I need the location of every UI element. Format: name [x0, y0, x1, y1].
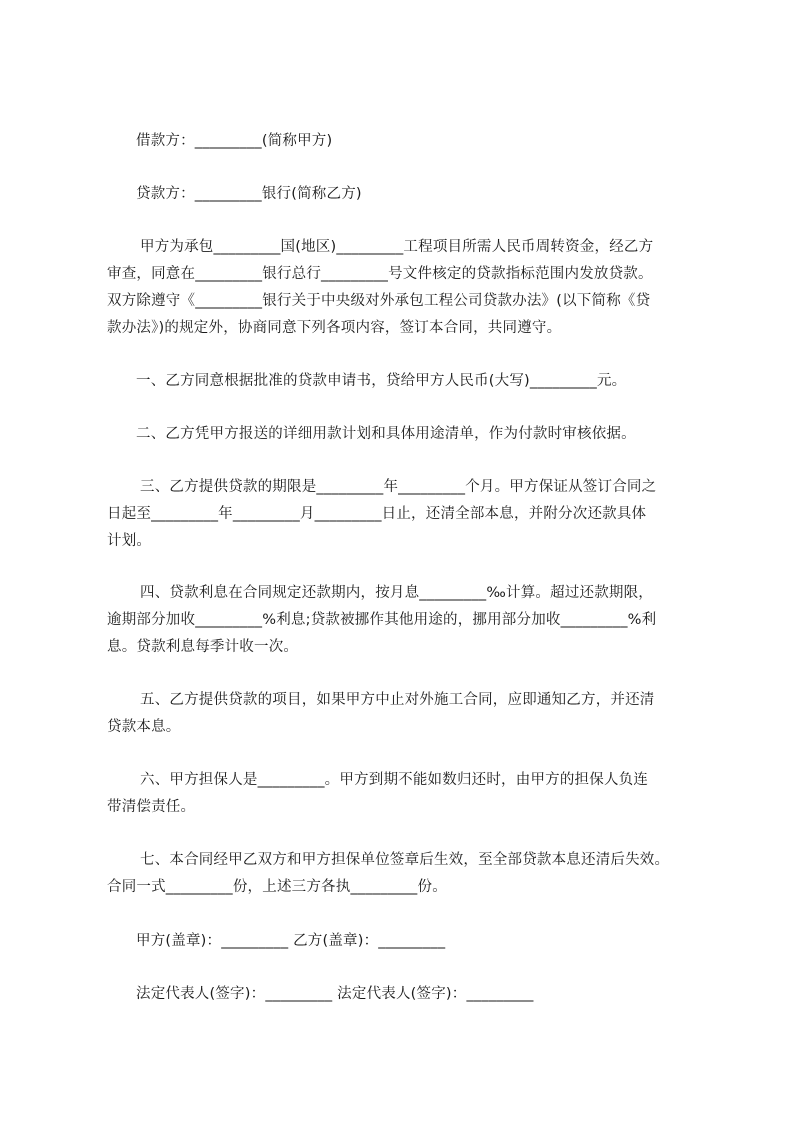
signature-line: 法定代表人(签字)：_________ 法定代表人(签字)：_________ [136, 986, 534, 1002]
clause-3-line-1: 三、乙方提供贷款的期限是_________年_________个月。甲方保证从签订合同之 [140, 479, 657, 495]
preamble-line-4: 款办法》)的规定外，协商同意下列各项内容，签订本合同，共同遵守。 [107, 320, 562, 336]
clause-2: 二、乙方凭甲方报送的详细用款计划和具体用途清单，作为付款时审核依据。 [136, 426, 636, 442]
clause-6-line-2: 带清偿责任。 [107, 799, 196, 815]
clause-7-line-2: 合同一式_________份，上述三方各执_________份。 [107, 879, 447, 895]
clause-6-line-1: 六、甲方担保人是_________。甲方到期不能如数归还时，由甲方的担保人负连 [140, 772, 649, 788]
clause-5-line-1: 五、乙方提供贷款的项目，如果甲方中止对外施工合同，应即通知乙方，并还清 [140, 692, 655, 708]
clause-5-line-2: 贷款本息。 [107, 719, 181, 735]
clause-1: 一、乙方同意根据批准的贷款申请书，贷给甲方人民币(大写)_________元。 [136, 373, 627, 389]
clause-4-line-2: 逾期部分加收_________%利息;贷款被挪作其他用途的，挪用部分加收_________%利 [107, 612, 657, 628]
clause-4-line-1: 四、贷款利息在合同规定还款期内，按月息_________‰计算。超过还款期限， [140, 585, 654, 601]
clause-3-line-3: 计划。 [107, 533, 152, 549]
lender-line: 贷款方：_________银行(简称乙方) [136, 186, 362, 202]
clause-3-line-2: 日起至_________年_________月_________日止，还清全部本息，并附分次还款具体 [107, 506, 647, 522]
seal-line: 甲方(盖章)：_________ 乙方(盖章)：_________ [136, 933, 446, 949]
preamble-line-2: 审查，同意在_________银行总行_________号文件核定的贷款指标范围内发放贷款。 [107, 266, 653, 282]
clause-7-line-1: 七、本合同经甲乙双方和甲方担保单位签章后生效，至全部贷款本息还清后失效。 [140, 852, 670, 868]
preamble-line-1: 甲方为承包_________国(地区)_________工程项目所需人民币周转资金，经乙方 [140, 239, 654, 255]
preamble-line-3: 双方除遵守《_________银行关于中央级对外承包工程公司贷款办法》(以下简称《贷 [107, 293, 651, 309]
clause-4-line-3: 息。贷款利息每季计收一次。 [107, 639, 299, 655]
borrower-line: 借款方：_________(简称甲方) [136, 133, 333, 149]
